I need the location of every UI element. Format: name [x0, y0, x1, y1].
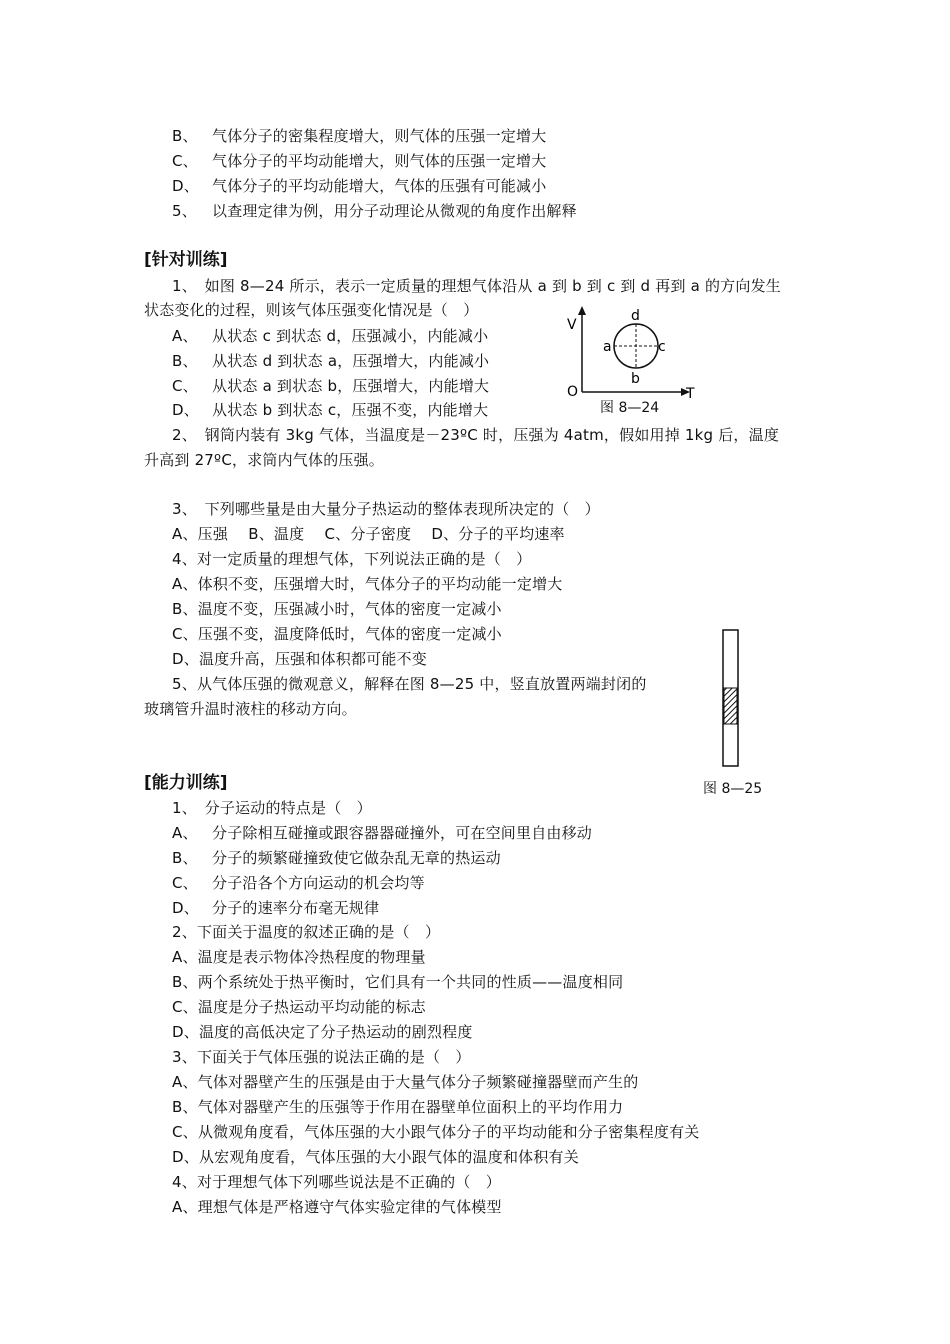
question-5-line-2: 玻璃管升温时液柱的移动方向。	[144, 700, 357, 718]
section-heading-ability-training: [能力训练]	[144, 773, 228, 793]
question-3: 3、 下列哪些量是由大量分子热运动的整体表现所决定的（ ）	[172, 500, 600, 518]
option-marker: C、	[172, 152, 198, 170]
option-marker: A、	[172, 824, 198, 842]
question-2-line-1: 2、 钢筒内装有 3kg 气体，当温度是－23ºC 时，压强为 4atm，假如用掉 1kg 后，温度	[172, 426, 780, 444]
ability-q2-option-b: B、两个系统处于热平衡时，它们具有一个共同的性质——温度相同	[172, 973, 624, 991]
question-5-line-1: 5、从气体压强的微观意义，解释在图 8—25 中，竖直放置两端封闭的	[172, 675, 647, 693]
option-marker: B、	[172, 352, 198, 370]
q4-option-d: D、温度升高，压强和体积都可能不变	[172, 650, 427, 668]
question-4: 4、对一定质量的理想气体，下列说法正确的是（ ）	[172, 550, 532, 568]
figure-8-24-vt-diagram	[560, 300, 710, 400]
point-label-d: d	[631, 308, 640, 324]
option-c	[172, 151, 546, 171]
q1-option-c	[172, 376, 489, 396]
q1-option-a	[172, 326, 488, 346]
option-text: 气体分子的密集程度增大，则气体的压强一定增大	[212, 127, 547, 145]
option-text: 从状态 d 到状态 a，压强增大，内能减小	[212, 352, 490, 370]
axis-label-t: T	[686, 386, 695, 400]
question-text: 以查理定律为例，用分子动理论从微观的角度作出解释	[212, 202, 577, 220]
origin-label: O	[567, 384, 579, 400]
axis-label-v: V	[567, 317, 577, 333]
ability-q2-option-a: A、温度是表示物体冷热程度的物理量	[172, 948, 426, 966]
q1-option-d	[172, 400, 488, 420]
ability-q1-option-a	[172, 823, 592, 843]
option-text: 分子的频繁碰撞致使它做杂乱无章的热运动	[212, 849, 501, 867]
option-b	[172, 126, 546, 146]
ability-question-3: 3、下面关于气体压强的说法正确的是（ ）	[172, 1048, 471, 1066]
ability-q4-option-a: A、理想气体是严格遵守气体实验定律的气体模型	[172, 1198, 502, 1216]
option-marker: B、	[172, 127, 198, 145]
option-marker: A、	[172, 327, 198, 345]
question-1-line-1: 1、 如图 8—24 所示，表示一定质量的理想气体沿从 a 到 b 到 c 到 d 再到 a 的方向发生	[172, 277, 781, 295]
ability-q3-option-d: D、从宏观角度看，气体压强的大小跟气体的温度和体积有关	[172, 1148, 579, 1166]
q4-option-b: B、温度不变，压强减小时，气体的密度一定减小	[172, 600, 502, 618]
option-marker: B、	[172, 849, 198, 867]
point-label-b: b	[631, 371, 640, 387]
option-marker: C、	[172, 377, 198, 395]
ability-question-1: 1、 分子运动的特点是（ ）	[172, 799, 372, 817]
question-2-line-2: 升高到 27ºC，求筒内气体的压强。	[144, 451, 384, 469]
v-axis-arrow	[578, 306, 586, 315]
ability-q1-option-d	[172, 898, 379, 918]
option-marker: D、	[172, 899, 199, 917]
ability-q1-option-b	[172, 848, 501, 868]
question-1-line-2: 状态变化的过程，则该气体压强变化情况是（ ）	[144, 301, 479, 319]
option-marker: C、	[172, 874, 198, 892]
question-5	[172, 201, 577, 221]
option-marker: D、	[172, 177, 199, 195]
ability-q2-option-c: C、温度是分子热运动平均动能的标志	[172, 998, 426, 1016]
figure-8-25-sealed-tube	[718, 628, 744, 770]
point-label-a: a	[603, 339, 612, 355]
liquid-column	[724, 688, 737, 724]
ability-q2-option-d: D、温度的高低决定了分子热运动的剧烈程度	[172, 1023, 473, 1041]
ability-q3-option-b: B、气体对器壁产生的压强等于作用在器壁单位面积上的平均作用力	[172, 1098, 624, 1116]
q1-option-b	[172, 351, 489, 371]
option-text: 分子沿各个方向运动的机会均等	[212, 874, 425, 892]
ability-q1-option-c	[172, 873, 425, 893]
figure-8-25-caption: 图 8—25	[703, 781, 763, 797]
ability-question-4: 4、对于理想气体下列哪些说法是不正确的（ ）	[172, 1173, 501, 1191]
ability-q3-option-a: A、气体对器壁产生的压强是由于大量气体分子频繁碰撞器壁而产生的	[172, 1073, 639, 1091]
q4-option-c: C、压强不变，温度降低时，气体的密度一定减小	[172, 625, 502, 643]
point-label-c: c	[658, 339, 666, 355]
option-marker: D、	[172, 401, 199, 419]
option-text: 气体分子的平均动能增大，气体的压强有可能减小	[212, 177, 547, 195]
section-heading-targeted-training: [针对训练]	[144, 250, 228, 270]
option-text: 气体分子的平均动能增大，则气体的压强一定增大	[212, 152, 547, 170]
option-d	[172, 176, 546, 196]
q4-option-a: A、体积不变，压强增大时，气体分子的平均动能一定增大	[172, 575, 563, 593]
question-number: 5、	[172, 202, 197, 220]
question-3-options: A、压强 B、温度 C、分子密度 D、分子的平均速率	[172, 525, 565, 543]
option-text: 从状态 b 到状态 c，压强不变，内能增大	[212, 401, 489, 419]
figure-8-24-caption: 图 8—24	[600, 400, 660, 416]
ability-q3-option-c: C、从微观角度看，气体压强的大小跟气体分子的平均动能和分子密集程度有关	[172, 1123, 700, 1141]
option-text: 分子除相互碰撞或跟容器器碰撞外，可在空间里自由移动	[212, 824, 593, 842]
option-text: 从状态 a 到状态 b，压强增大，内能增大	[212, 377, 490, 395]
ability-question-2: 2、下面关于温度的叙述正确的是（ ）	[172, 923, 441, 941]
option-text: 从状态 c 到状态 d，压强减小，内能减小	[212, 327, 489, 345]
option-text: 分子的速率分布毫无规律	[212, 899, 380, 917]
